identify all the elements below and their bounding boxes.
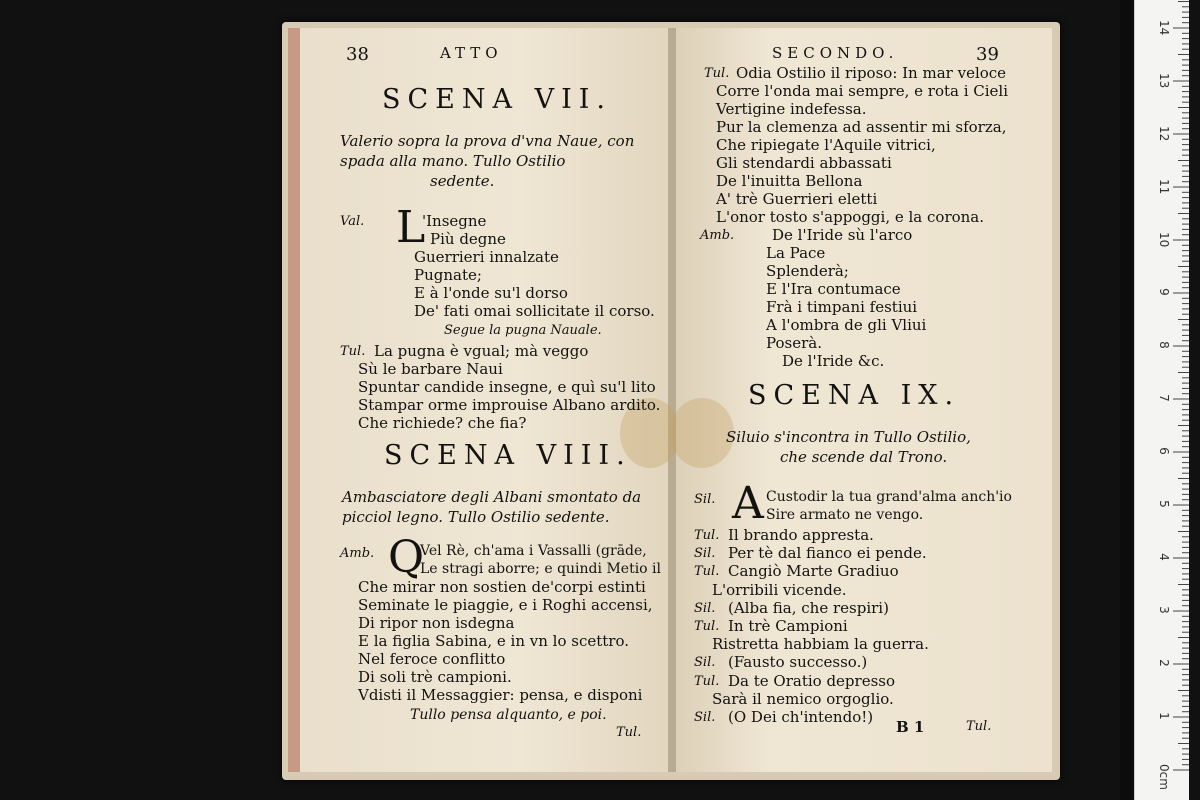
speaker-label: Sil. xyxy=(694,710,716,725)
stage-direction-line: Siluio s'incontra in Tullo Ostilio, xyxy=(726,428,971,446)
drop-cap: L xyxy=(396,202,426,253)
ruler-label: 10 xyxy=(1157,232,1171,248)
ruler-label: 4 xyxy=(1157,553,1171,561)
verse-line: De l'Iride &c. xyxy=(782,352,885,370)
verse-line: Sù le barbare Naui xyxy=(358,360,503,378)
verse-line: Sire armato ne vengo. xyxy=(766,507,924,523)
speaker-label: Tul. xyxy=(694,673,720,689)
ruler-label: 13 xyxy=(1157,73,1171,89)
speaker-label: Amb. xyxy=(700,228,735,243)
stage-direction-line: Valerio sopra la prova d'vna Naue, con xyxy=(340,132,635,150)
verse-line: Nel feroce conflitto xyxy=(358,650,506,668)
catchword: Tul. xyxy=(966,719,992,734)
verse-line: Che ripiegate l'Aquile vitrici, xyxy=(716,136,936,154)
stage-note: Segue la pugna Nauale. xyxy=(444,323,602,338)
verse-line: Che mirar non sostien de'corpi estinti xyxy=(358,578,646,596)
verse-line: Poserà. xyxy=(766,334,822,352)
verse-line: Gli stendardi abbassati xyxy=(716,154,892,172)
dialogue-line: (Alba fia, che respiri) xyxy=(728,598,889,617)
verse-line: Splenderà; xyxy=(766,262,849,280)
dialogue-line: Da te Oratio depresso xyxy=(728,671,895,690)
verse-line: La pugna è vgual; mà veggo xyxy=(374,342,589,360)
stage-direction-line: picciol legno. Tullo Ostilio sedente. xyxy=(342,508,610,526)
verse-line: A' trè Guerrieri eletti xyxy=(716,190,878,208)
speaker-label: Amb. xyxy=(340,546,375,561)
speaker-label: Tul. xyxy=(694,564,720,580)
dialogue-line: (O Dei ch'intendo!) xyxy=(728,708,874,726)
speaker-label: Sil. xyxy=(694,655,716,671)
verse-line: Vertigine indefessa. xyxy=(716,100,867,118)
speaker-label: Tul. xyxy=(694,619,720,634)
ruler-label: 2 xyxy=(1157,659,1171,667)
dialogue-line: Cangiò Marte Gradiuo xyxy=(728,562,899,581)
verse-line: Di soli trè campioni. xyxy=(358,668,512,686)
verse-line: Le stragi aborre; e quindi Metio il xyxy=(420,561,662,577)
speaker-label: Val. xyxy=(340,214,365,229)
verse-line: 'Insegne xyxy=(422,212,487,230)
stage-direction-line: sedente. xyxy=(430,172,495,190)
drop-cap: Q xyxy=(388,532,425,583)
verse-line: De l'inuitta Bellona xyxy=(716,172,863,190)
verse-line: Di ripor non isdegna xyxy=(358,614,515,632)
dialogue-line: Per tè dal fianco ei pende. xyxy=(728,544,927,563)
stage-direction-line: che scende dal Trono. xyxy=(780,448,948,466)
ruler-label: 11 xyxy=(1157,179,1171,195)
dialogue-line: (Fausto successo.) xyxy=(728,653,868,672)
open-book xyxy=(282,22,1060,780)
verse-line: Pur la clemenza ad assentir mi sforza, xyxy=(716,118,1007,136)
running-head: ATTO xyxy=(440,44,503,62)
verse-line: E à l'onde su'l dorso xyxy=(414,284,568,302)
ruler-label: 1 xyxy=(1157,712,1171,720)
page-number: 39 xyxy=(976,44,999,65)
speaker-label: Sil. xyxy=(694,492,716,507)
verse-line: Stampar orme improuise Albano ardito. xyxy=(358,396,661,414)
verse-line: Frà i timpani festiui xyxy=(766,298,918,316)
ruler-label: 12 xyxy=(1157,126,1171,142)
ruler-label: 8 xyxy=(1157,341,1171,349)
running-head: SECONDO. xyxy=(772,44,899,62)
verse-line: Vel Rè, ch'ama i Vassalli (grāde, xyxy=(420,543,647,559)
measuring-ruler xyxy=(1134,0,1189,800)
dialogue-line: L'orribili vicende. xyxy=(712,580,847,599)
verse-line: Custodir la tua grand'alma anch'io xyxy=(766,489,1012,505)
verse-line: A l'ombra de gli Vliui xyxy=(766,316,927,334)
stage-note: Tullo pensa alquanto, e poi. xyxy=(410,707,607,723)
foxing-stain xyxy=(670,398,734,468)
speaker-label: Tul. xyxy=(694,528,720,543)
ruler-unit-label: 0cm xyxy=(1156,764,1171,790)
stage-direction-line: spada alla mano. Tullo Ostilio xyxy=(340,152,566,170)
verse-line: Più degne xyxy=(430,230,506,248)
dialogue-line: Sarà il nemico orgoglio. xyxy=(712,689,894,708)
left-page xyxy=(288,28,668,772)
speaker-label: Sil. xyxy=(694,546,716,562)
ruler-label: 14 xyxy=(1157,20,1171,36)
black-background-cloth xyxy=(1120,0,1134,800)
catchword: Tul. xyxy=(616,725,642,740)
right-page xyxy=(676,28,1052,772)
verse-line: De' fati omai sollicitate il corso. xyxy=(414,302,655,320)
dialogue-line: In trè Campioni xyxy=(728,617,848,635)
drop-cap: A xyxy=(732,478,764,529)
ruler-label: 6 xyxy=(1157,447,1171,455)
scene-heading: SCENA VIII. xyxy=(384,440,632,471)
verse-line: E la figlia Sabina, e in vn lo scettro. xyxy=(358,632,630,650)
dialogue-line: Il brando appresta. xyxy=(728,526,874,544)
verse-line: Corre l'onda mai sempre, e rota i Cieli xyxy=(716,82,1009,100)
verse-line: Vdisti il Messaggier: pensa, e disponi xyxy=(358,686,643,704)
verse-line: Guerrieri innalzate xyxy=(414,248,559,266)
page-number: 38 xyxy=(346,44,369,65)
dialogue-line: Ristretta habbiam la guerra. xyxy=(712,635,929,654)
stage-direction-line: Ambasciatore degli Albani smontato da xyxy=(342,488,642,506)
verse-line: De l'Iride sù l'arco xyxy=(772,226,913,244)
verse-line: Seminate le piaggie, e i Roghi accensi, xyxy=(358,596,653,614)
verse-line: La Pace xyxy=(766,244,826,262)
verse-line: Spuntar candide insegne, e quì su'l lito xyxy=(358,378,656,396)
verse-line: Pugnate; xyxy=(414,266,482,284)
verse-line: Che richiede? che fia? xyxy=(358,414,527,432)
book-gutter xyxy=(668,28,676,772)
ruler-label: 7 xyxy=(1157,394,1171,402)
ruler-label: 5 xyxy=(1157,500,1171,508)
scene-heading: SCENA IX. xyxy=(748,380,961,411)
verse-line: Odia Ostilio il riposo: In mar veloce xyxy=(736,64,1007,82)
speaker-label: Sil. xyxy=(694,600,716,616)
speaker-label: Tul. xyxy=(704,66,730,81)
scene-heading: SCENA VII. xyxy=(382,84,612,115)
ruler-label: 3 xyxy=(1157,606,1171,614)
ruler-label: 9 xyxy=(1157,288,1171,296)
verse-line: L'onor tosto s'appoggi, e la corona. xyxy=(716,208,985,226)
signature-mark: B 1 xyxy=(896,718,925,736)
speaker-label: Tul. xyxy=(340,344,366,359)
verse-line: E l'Ira contumace xyxy=(766,280,901,298)
